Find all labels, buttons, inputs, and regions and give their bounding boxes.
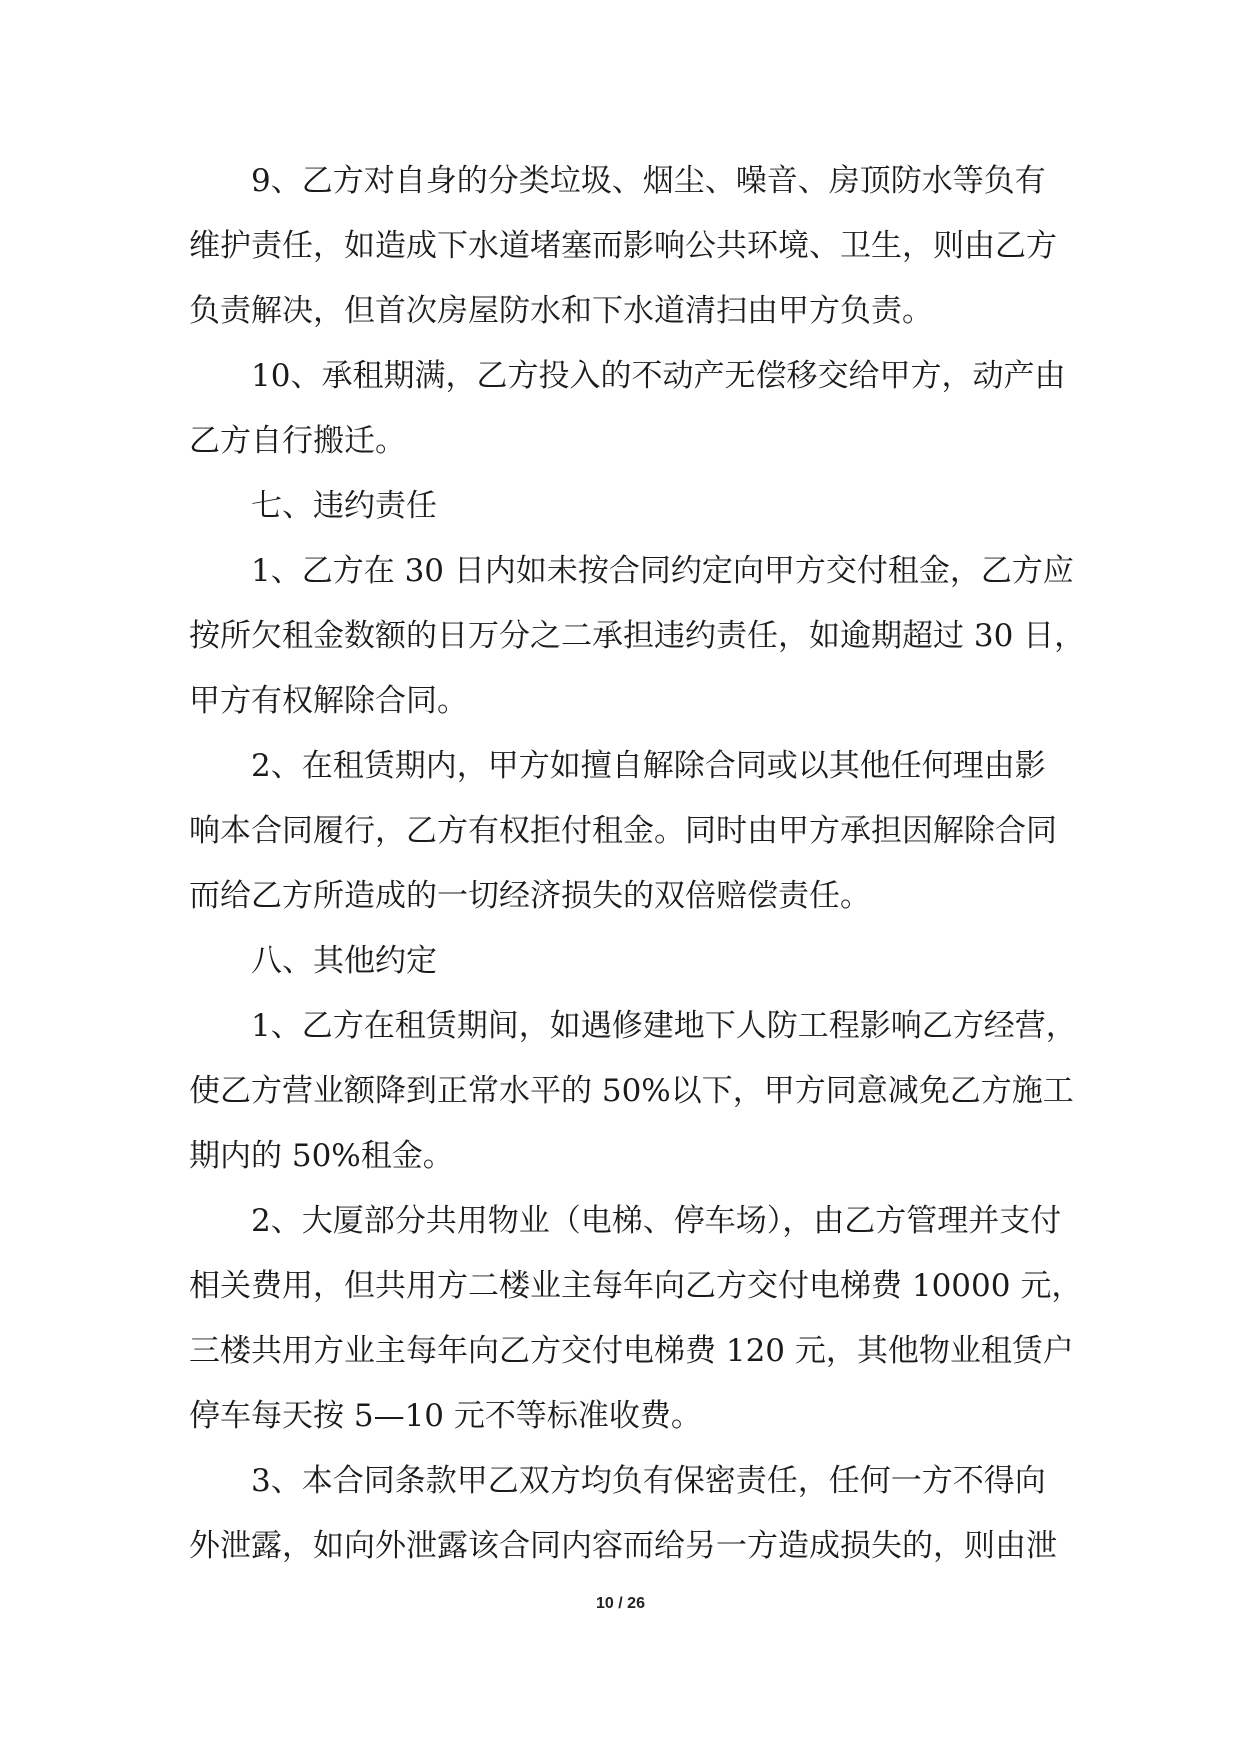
section-heading-text: 八、其他约定 <box>251 943 437 979</box>
text-line: 2、在租赁期内，甲方如擅自解除合同或以其他任何理由影 <box>251 748 1046 784</box>
text-line: 甲方有权解除合同。 <box>189 683 468 719</box>
clause-paragraph <box>189 149 1057 344</box>
text-line: 停车每天按 5—10 元不等标准收费。 <box>189 1398 702 1434</box>
section-heading <box>189 474 1044 539</box>
clause-paragraph <box>189 1449 1057 1579</box>
text-line: 2、大厦部分共用物业（电梯、停车场），由乙方管理并支付 <box>251 1203 1062 1239</box>
text-line: 外泄露，如向外泄露该合同内容而给另一方造成损失的，则由泄 <box>189 1528 1057 1564</box>
clause-paragraph <box>189 994 1077 1189</box>
section-heading <box>189 929 1044 994</box>
text-line: 响本合同履行，乙方有权拒付租金。同时由甲方承担因解除合同 <box>189 813 1057 849</box>
text-line: 负责解决，但首次房屋防水和下水道清扫由甲方负责。 <box>189 293 933 329</box>
clause-paragraph <box>189 539 1086 734</box>
text-line: 1、乙方在 30 日内如未按合同约定向甲方交付租金，乙方应 <box>251 553 1074 589</box>
text-line: 按所欠租金数额的日万分之二承担违约责任，如逾期超过 30 日， <box>189 618 1086 654</box>
text-line: 3、本合同条款甲乙双方均负有保密责任，任何一方不得向 <box>251 1463 1046 1499</box>
section-heading-text: 七、违约责任 <box>251 488 437 524</box>
text-line: 使乙方营业额降到正常水平的 50%以下，甲方同意减免乙方施工 <box>189 1073 1074 1109</box>
text-line: 乙方自行搬迁。 <box>189 423 406 459</box>
text-line: 维护责任，如造成下水道堵塞而影响公共环境、卫生，则由乙方 <box>189 228 1057 264</box>
text-line: 9、乙方对自身的分类垃圾、烟尘、噪音、房顶防水等负有 <box>251 163 1046 199</box>
text-line: 期内的 50%租金。 <box>189 1138 454 1174</box>
clause-paragraph <box>189 344 1066 474</box>
page-number: 10 / 26 <box>596 1595 645 1612</box>
text-line: 相关费用，但共用方二楼业主每年向乙方交付电梯费 10000 元， <box>189 1268 1083 1304</box>
text-line: 而给乙方所造成的一切经济损失的双倍赔偿责任。 <box>189 878 871 914</box>
text-line: 10、承租期满，乙方投入的不动产无偿移交给甲方，动产由 <box>251 358 1066 394</box>
text-line: 三楼共用方业主每年向乙方交付电梯费 120 元，其他物业租赁户 <box>189 1333 1074 1369</box>
text-line: 1、乙方在租赁期间，如遇修建地下人防工程影响乙方经营， <box>251 1008 1077 1044</box>
clause-paragraph <box>189 1189 1083 1449</box>
clause-paragraph <box>189 734 1057 929</box>
document-body <box>189 149 1086 1579</box>
